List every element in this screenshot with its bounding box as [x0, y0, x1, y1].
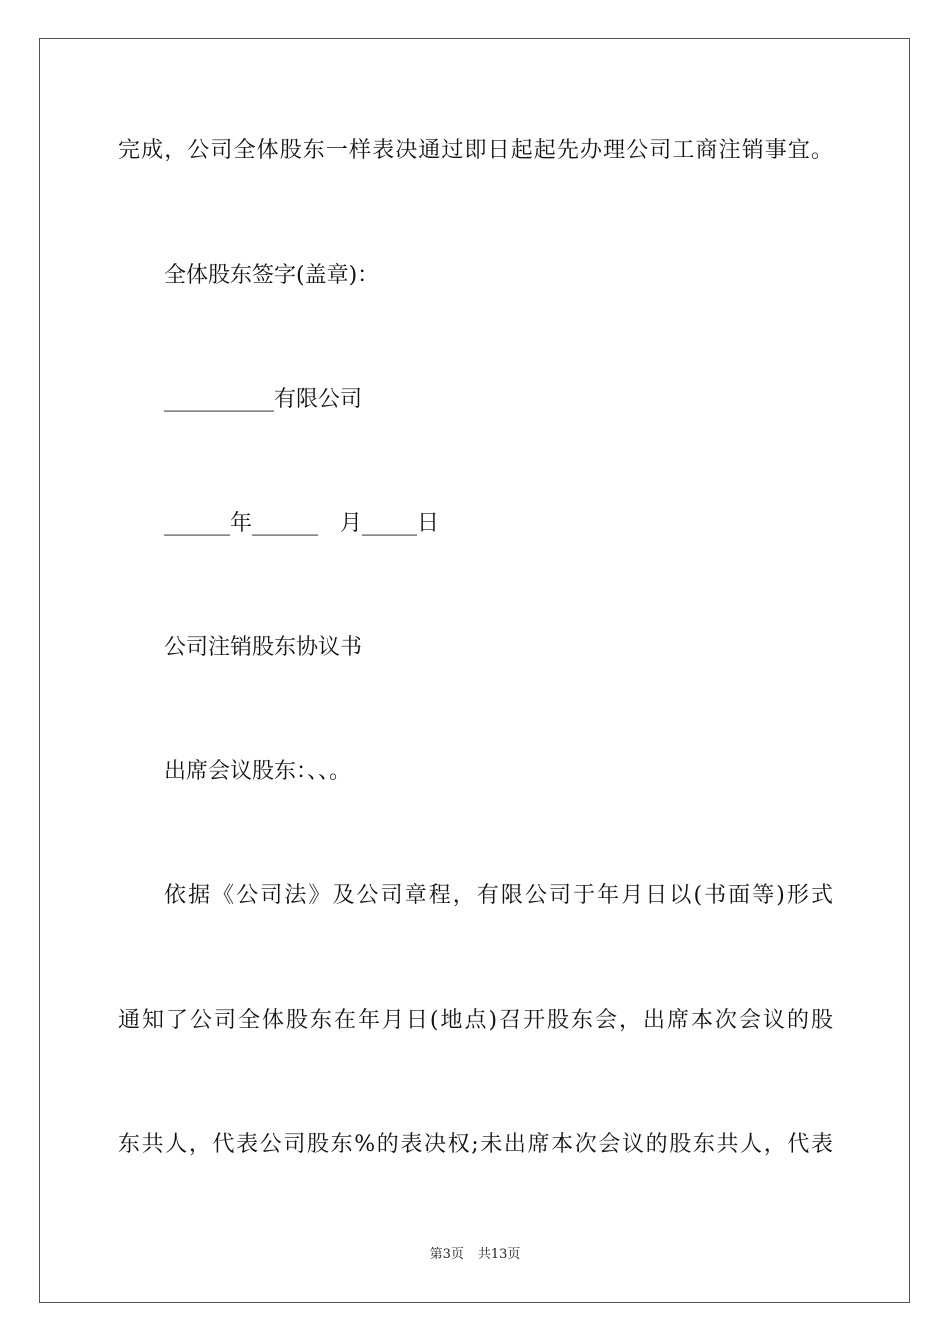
- body-paragraph-line-3: 东共人，代表公司股东%的表决权;未出席本次会议的股东共人，代表: [118, 1132, 833, 1157]
- signature-heading: 全体股东签字(盖章)：: [164, 263, 380, 288]
- company-name-blank: __________有限公司: [164, 387, 363, 412]
- page-footer: [0, 1246, 950, 1264]
- body-line-1: 完成，公司全体股东一样表决通过即日起起先办理公司工商注销事宜。: [118, 138, 833, 163]
- body-paragraph-line-1: 依据《公司法》及公司章程，有限公司于年月日以(书面等)形式: [164, 883, 833, 908]
- page-number: 第3页: [429, 1247, 464, 1262]
- body-paragraph-line-2: 通知了公司全体股东在年月日(地点)召开股东会，出席本次会议的股: [118, 1008, 833, 1033]
- page-border: [39, 38, 910, 1303]
- date-blank: ______年______ 月_____日: [164, 511, 440, 536]
- agreement-title: 公司注销股东协议书: [164, 635, 363, 660]
- page-total: 共13页: [477, 1247, 521, 1262]
- attending-shareholders: 出席会议股东：、、。: [164, 759, 352, 784]
